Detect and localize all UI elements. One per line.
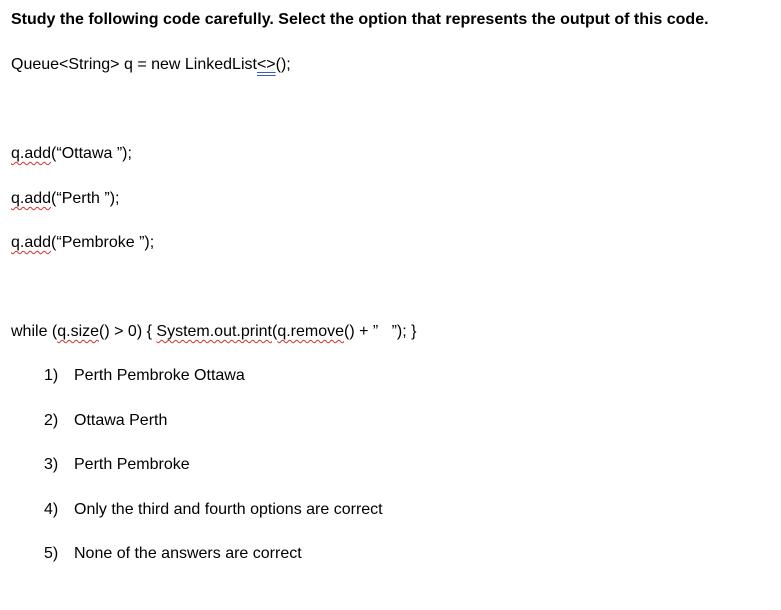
code-add-arg: (“Pembroke ”); <box>51 234 155 251</box>
option-text: Ottawa Perth <box>74 412 168 429</box>
option-number: 4) <box>44 501 59 518</box>
code-diamond-operator: <> <box>256 56 276 73</box>
option-number: 5) <box>44 545 59 562</box>
option-text: Only the third and fourth options are correct <box>74 501 383 518</box>
code-declaration-text: Queue<String> q = new LinkedList <box>11 56 257 73</box>
option-text: Perth Pembroke Ottawa <box>74 367 245 384</box>
option-3[interactable] <box>44 455 190 475</box>
code-while-start: while ( <box>11 323 58 340</box>
code-declaration-end: (); <box>275 56 291 73</box>
code-add-call: q.add <box>11 190 52 207</box>
option-5[interactable] <box>44 544 302 564</box>
question-title: Study the following code carefully. Select the option that represents the output of this code. <box>11 11 709 28</box>
code-print-paren: ( <box>272 323 278 340</box>
option-text: Perth Pembroke <box>74 456 190 473</box>
option-number: 1) <box>44 367 59 384</box>
code-line-declaration <box>11 55 291 75</box>
code-remove-call: q.remove <box>277 323 345 340</box>
code-add-call: q.add <box>11 234 52 251</box>
option-4[interactable] <box>44 500 383 520</box>
code-size-call: q.size <box>57 323 100 340</box>
option-number: 3) <box>44 456 59 473</box>
code-while-cond: () > 0) { <box>99 323 157 340</box>
code-line-while <box>11 322 416 342</box>
code-line-add-ottawa <box>11 144 132 164</box>
option-1[interactable] <box>44 366 245 386</box>
code-line-add-perth <box>11 189 120 209</box>
code-line-add-pembroke <box>11 233 154 253</box>
code-add-arg: (“Ottawa ”); <box>51 145 132 162</box>
option-text: None of the answers are correct <box>74 545 302 562</box>
code-print-call: System.out.print <box>156 323 272 340</box>
code-add-arg: (“Perth ”); <box>51 190 120 207</box>
option-2[interactable] <box>44 411 167 431</box>
code-while-end: () + ” ”); } <box>344 323 417 340</box>
code-add-call: q.add <box>11 145 52 162</box>
option-number: 2) <box>44 412 59 429</box>
